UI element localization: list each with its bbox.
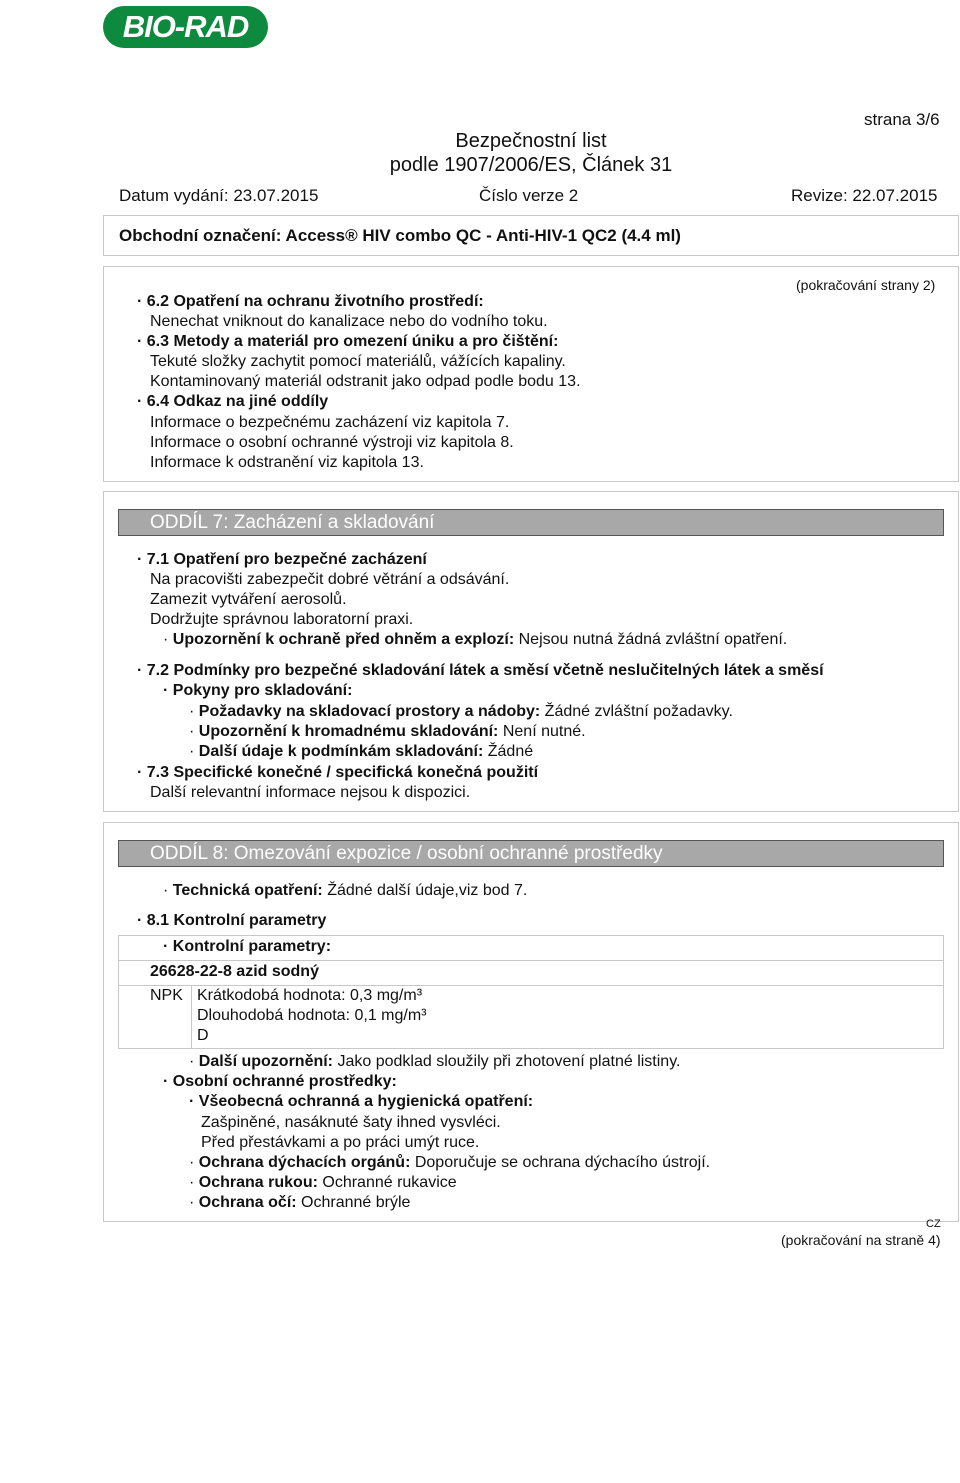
- heading-8-1: [137, 911, 326, 931]
- hygiene-text-a: Zašpiněné, nasáknuté šaty ihned vysvléci.: [201, 1114, 501, 1131]
- bullet: ·: [189, 723, 199, 740]
- hygiene-text-b: Před přestávkami a po práci umýt ruce.: [201, 1134, 480, 1151]
- req-value: Žádné zvláštní požadavky.: [540, 703, 733, 720]
- control-parameters-label: [163, 937, 331, 957]
- bullet: ·: [137, 764, 147, 781]
- short-term-value: Krátkodobá hodnota: 0,3 mg/m³: [197, 987, 423, 1004]
- fire-label: Upozornění k ochraně před ohněm a explozí:: [172, 631, 515, 648]
- bio-rad-logo: [103, 6, 268, 48]
- section8-header: [118, 840, 944, 867]
- add-value: Jako podklad sloužily při zhotovení platné listiny.: [333, 1053, 681, 1070]
- joint-storage: [189, 722, 586, 742]
- bullet: ·: [189, 1174, 199, 1191]
- heading-6-2-text: 6.2 Opatření na ochranu životního prostředí:: [146, 293, 484, 310]
- section7-title: ODDÍL 7: Zacházení a skladování: [150, 512, 435, 533]
- storage-label: Pokyny pro skladování:: [172, 682, 353, 699]
- bullet: ·: [189, 703, 199, 720]
- heading-8-1-text: 8.1 Kontrolní parametry: [146, 912, 327, 929]
- add-label: Další upozornění:: [198, 1053, 334, 1070]
- country-code: CZ: [926, 1218, 941, 1230]
- substance-name: 26628-22-8 azid sodný: [150, 963, 319, 980]
- text-7-3: Další relevantní informace nejsou k dispozici.: [150, 784, 471, 801]
- storage-instructions: [163, 681, 352, 701]
- req-label: Požadavky na skladovací prostory a nádoby:: [198, 703, 541, 720]
- table-column-divider: [191, 985, 192, 1049]
- text-7-1b: Zamezit vytváření aerosolů.: [150, 591, 347, 608]
- heading-6-2: [137, 292, 484, 312]
- text-6-2: Nenechat vniknout do kanalizace nebo do vodního toku.: [150, 313, 548, 330]
- bullet: ·: [163, 938, 173, 955]
- table-divider: [118, 960, 944, 961]
- resp-value: Doporučuje se ochrana dýchacího ústrojí.: [410, 1154, 711, 1171]
- heading-6-4-text: 6.4 Odkaz na jiné oddíly: [146, 393, 329, 410]
- bullet: ·: [137, 393, 147, 410]
- bullet: ·: [137, 662, 147, 679]
- hand-label: Ochrana rukou:: [198, 1174, 318, 1191]
- continued-from: (pokračování strany 2): [796, 277, 936, 293]
- bullet: ·: [189, 1093, 199, 1110]
- bullet: ·: [137, 333, 147, 350]
- technical-measures: [163, 881, 527, 901]
- bullet: ·: [163, 1073, 173, 1090]
- hygiene-heading: [189, 1092, 533, 1112]
- ppe-label: Osobní ochranné prostředky:: [172, 1073, 397, 1090]
- resp-label: Ochrana dýchacích orgánů:: [198, 1154, 411, 1171]
- trade-name: Obchodní označení: Access® HIV combo QC - Anti-HIV-1 QC2 (4.4 ml): [119, 226, 681, 245]
- version-number: Číslo verze 2: [479, 186, 579, 205]
- bullet: ·: [189, 1053, 199, 1070]
- text-6-4c: Informace k odstranění viz kapitola 13.: [150, 454, 424, 471]
- bullet: ·: [163, 631, 173, 648]
- bullet: ·: [189, 1154, 199, 1171]
- bullet: ·: [163, 882, 173, 899]
- eye-value: Ochranné brýle: [296, 1194, 411, 1211]
- fire-value: Nejsou nutná žádná zvláštní opatření.: [514, 631, 788, 648]
- text-7-1c: Dodržujte správnou laboratorní praxi.: [150, 611, 414, 628]
- long-term-value: Dlouhodobá hodnota: 0,1 mg/m³: [197, 1007, 427, 1024]
- heading-7-2: [137, 661, 824, 681]
- further-label: Další údaje k podmínkám skladování:: [198, 743, 484, 760]
- joint-value: Není nutné.: [498, 723, 586, 740]
- ppe-heading: [163, 1072, 397, 1092]
- hyg-label: Všeobecná ochranná a hygienická opatření:: [198, 1093, 534, 1110]
- bullet: ·: [137, 293, 147, 310]
- document-subtitle: podle 1907/2006/ES, Článek 31: [389, 154, 673, 176]
- heading-6-3: [137, 332, 558, 352]
- document-title: Bezpečnostní list: [455, 130, 607, 152]
- heading-7-1-text: 7.1 Opatření pro bezpečné zacházení: [146, 551, 427, 568]
- tech-label: Technická opatření:: [172, 882, 323, 899]
- revision-date: Revize: 22.07.2015: [791, 186, 938, 205]
- heading-6-4: [137, 392, 328, 412]
- hand-value: Ochranné rukavice: [317, 1174, 457, 1191]
- bullet: ·: [137, 551, 147, 568]
- issue-date: Datum vydání: 23.07.2015: [119, 186, 319, 205]
- heading-7-3: [137, 763, 538, 783]
- section7-header: [118, 509, 944, 536]
- text-6-3a: Tekuté složky zachytit pomocí materiálů, vážících kapaliny.: [150, 353, 566, 370]
- additional-info: [189, 1052, 680, 1072]
- text-6-4a: Informace o bezpečnému zacházení viz kapitola 7.: [150, 414, 510, 431]
- joint-label: Upozornění k hromadnému skladování:: [198, 723, 499, 740]
- storage-requirements: [189, 702, 733, 722]
- text-6-3b: Kontaminovaný materiál odstranit jako odpad podle bodu 13.: [150, 373, 581, 390]
- bullet: ·: [137, 912, 147, 929]
- tech-value: Žádné další údaje,viz bod 7.: [322, 882, 528, 899]
- bullet: ·: [163, 682, 173, 699]
- further-storage: [189, 742, 533, 762]
- d-marker: D: [197, 1027, 209, 1044]
- bullet: ·: [189, 1194, 199, 1211]
- continued-on: (pokračování na straně 4): [781, 1232, 941, 1248]
- text-7-1a: Na pracovišti zabezpečit dobré větrání a odsávání.: [150, 571, 510, 588]
- eye-label: Ochrana očí:: [198, 1194, 297, 1211]
- fire-protection: [163, 630, 787, 650]
- section8-title: ODDÍL 8: Omezování expozice / osobní ochranné prostředky: [150, 843, 663, 864]
- ctrl-label: Kontrolní parametry:: [172, 938, 332, 955]
- npk-label: NPK: [150, 987, 183, 1004]
- bullet: ·: [189, 743, 199, 760]
- text-6-4b: Informace o osobní ochranné výstroji viz kapitola 8.: [150, 434, 514, 451]
- hand-protection: [189, 1173, 457, 1193]
- eye-protection: [189, 1193, 410, 1213]
- page-number: strana 3/6: [864, 110, 940, 129]
- heading-7-2-text: 7.2 Podmínky pro bezpečné skladování látek a směsí včetně neslučitelných látek a směsí: [146, 662, 824, 679]
- respiratory-protection: [189, 1153, 710, 1173]
- heading-6-3-text: 6.3 Metody a materiál pro omezení úniku a pro čištění:: [146, 333, 559, 350]
- heading-7-1: [137, 550, 427, 570]
- further-value: Žádné: [483, 743, 534, 760]
- heading-7-3-text: 7.3 Specifické konečné / specifická konečná použití: [146, 764, 539, 781]
- logo-text: BIO-RAD: [122, 9, 249, 44]
